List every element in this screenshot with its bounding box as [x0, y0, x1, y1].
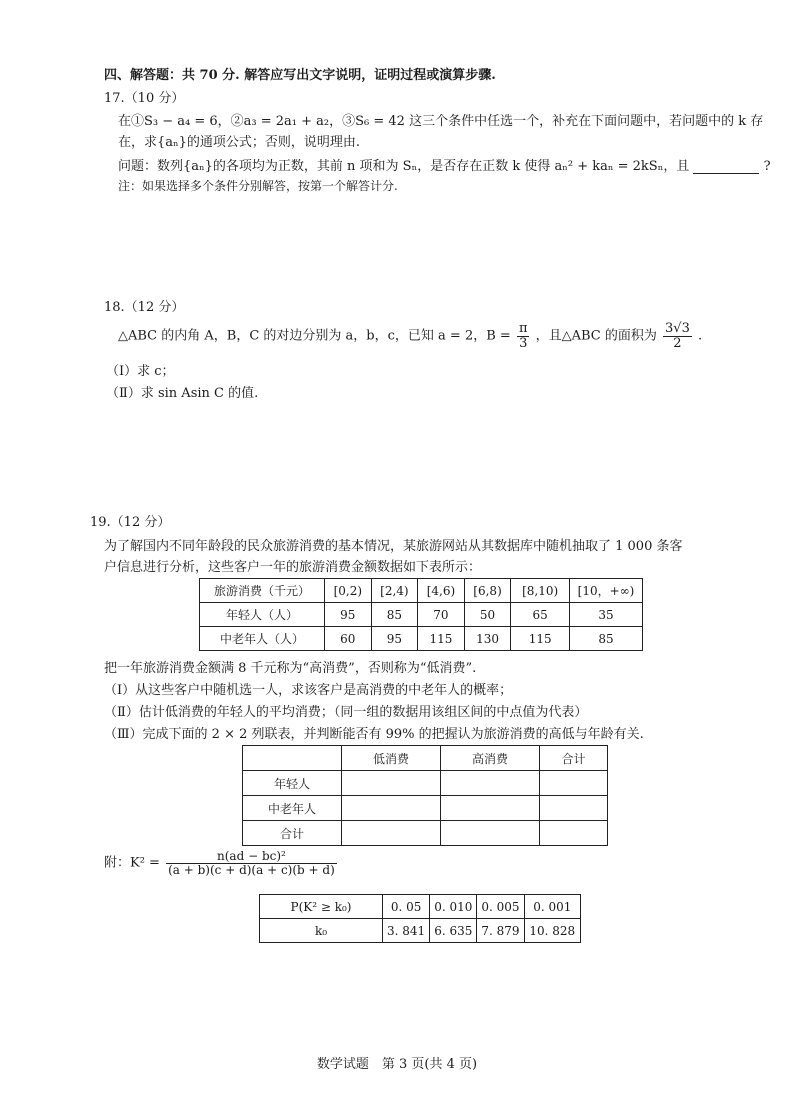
- table-cell: 0. 005: [477, 895, 524, 919]
- table-cell: 95: [371, 627, 418, 651]
- formula-numerator: n(ad − bc)²: [166, 850, 337, 864]
- q18-stem-c: .: [698, 328, 703, 344]
- formula-fraction: [166, 850, 337, 876]
- table-row: [200, 603, 643, 627]
- formula-denominator: (a + b)(c + d)(a + c)(b + d): [168, 862, 335, 877]
- consumption-table-header: [200, 579, 643, 603]
- q19-part1: （Ⅰ）从这些客户中随机选一人，求该客户是高消费的中老年人的概率；: [104, 683, 513, 698]
- q17-question-text: 问题：数列{aₙ}的各项均为正数，其前 n 项和为 Sₙ，是否存在正数 k 使得 aₙ² + kaₙ = 2kSₙ，且: [118, 159, 690, 174]
- q18-stem-a: △ABC 的内角 A，B，C 的对边分别为 a，b，c，已知 a = 2，B =: [118, 328, 511, 344]
- q18-frac2-num: 3√3: [665, 321, 690, 336]
- table-row: [243, 821, 608, 846]
- table-cell: 0. 001: [524, 895, 580, 919]
- q17-number: 17.（10 分）: [104, 91, 185, 106]
- q18-frac1-num: π: [518, 321, 528, 336]
- row-label: 中老年人（人）: [200, 627, 325, 651]
- section-header: 四、解答题：共 70 分. 解答应写出文字说明，证明过程或演算步骤.: [104, 68, 496, 83]
- contingency-table-header: [243, 746, 608, 771]
- q18-number: 18.（12 分）: [104, 300, 185, 315]
- q19-part3: （Ⅲ）完成下面的 2 × 2 列联表，并判断能否有 99% 的把握认为旅游消费的高低与年龄有关.: [104, 727, 644, 742]
- q19-part2: （Ⅱ）估计低消费的年轻人的平均消费；（同一组的数据用该组区间的中点值为代表）: [104, 705, 588, 720]
- q18-part2: （Ⅱ）求 sin Asin C 的值.: [106, 386, 259, 401]
- empty-cell: [342, 821, 441, 846]
- table-cell: 7. 879: [477, 919, 524, 943]
- col-header: [2,4): [371, 579, 418, 603]
- table-cell: 70: [418, 603, 465, 627]
- table-cell: 95: [325, 603, 372, 627]
- table-row: [200, 627, 643, 651]
- table-row: [260, 895, 581, 919]
- q18-fraction-angle: [517, 322, 530, 350]
- col-header: [243, 746, 342, 771]
- table-cell: 85: [570, 627, 643, 651]
- q18-fraction-area: [663, 322, 692, 350]
- table-row: [260, 919, 581, 943]
- row-label: 合计: [243, 821, 342, 846]
- table-cell: 6. 635: [430, 919, 477, 943]
- table-cell: 0. 010: [430, 895, 477, 919]
- col-header: 合计: [540, 746, 608, 771]
- col-header: [6,8): [464, 579, 511, 603]
- formula-label: 附：K² =: [104, 855, 160, 871]
- k-squared-formula: [104, 850, 339, 876]
- col-header: 高消费: [441, 746, 540, 771]
- table-cell: 10. 828: [524, 919, 580, 943]
- empty-cell: [342, 796, 441, 821]
- row-label: P(K² ≥ k₀): [260, 895, 383, 919]
- q17-note: 注：如果选择多个条件分别解答，按第一个解答计分.: [118, 179, 398, 193]
- empty-cell: [441, 796, 540, 821]
- page-footer: 数学试题 第 3 页(共 4 页): [316, 1057, 478, 1072]
- contingency-table: [242, 745, 608, 846]
- q19-definition: 把一年旅游消费金额满 8 千元称为“高消费”，否则称为“低消费”.: [104, 661, 477, 676]
- q17-line3: [118, 155, 771, 174]
- q17-line2: 在，求{aₙ}的通项公式；否则，说明理由.: [118, 135, 361, 150]
- row-label: 年轻人: [243, 771, 342, 796]
- table-row: [243, 796, 608, 821]
- col-header: 低消费: [342, 746, 441, 771]
- table-cell: 60: [325, 627, 372, 651]
- table-row: [243, 771, 608, 796]
- q18-part1: （Ⅰ）求 c；: [106, 364, 175, 379]
- empty-cell: [441, 821, 540, 846]
- table-cell: 115: [418, 627, 465, 651]
- empty-cell: [342, 771, 441, 796]
- table-cell: 115: [511, 627, 570, 651]
- row-label: 年轻人（人）: [200, 603, 325, 627]
- table-cell: 3. 841: [383, 919, 430, 943]
- table-cell: 130: [464, 627, 511, 651]
- consumption-table: [199, 578, 643, 651]
- row-label: 中老年人: [243, 796, 342, 821]
- critical-value-table: [259, 894, 581, 943]
- row-label: k₀: [260, 919, 383, 943]
- q19-intro2: 户信息进行分析，这些客户一年的旅游消费金额数据如下表所示：: [104, 560, 482, 575]
- q17-question-mark: ?: [763, 159, 771, 174]
- table-cell: 85: [371, 603, 418, 627]
- q17-line1: 在①S₃ − a₄ = 6，②a₃ = 2a₁ + a₂，③S₆ = 42 这三个条件中任选一个，补充在下面问题中，若问题中的 k 存: [118, 114, 764, 129]
- q19-number: 19.（12 分）: [90, 515, 171, 530]
- table-cell: 50: [464, 603, 511, 627]
- col-header: [10，+∞): [570, 579, 643, 603]
- table-cell: 65: [511, 603, 570, 627]
- col-header: [8,10): [511, 579, 570, 603]
- empty-cell: [540, 796, 608, 821]
- table-cell: 35: [570, 603, 643, 627]
- col-header: 旅游消费（千元）: [200, 579, 325, 603]
- col-header: [0,2): [325, 579, 372, 603]
- table-cell: 0. 05: [383, 895, 430, 919]
- empty-cell: [540, 821, 608, 846]
- col-header: [4,6): [418, 579, 465, 603]
- q18-stem: [118, 322, 702, 350]
- q18-frac1-den: 3: [519, 335, 528, 351]
- q18-stem-b: ，且△ABC 的面积为: [535, 328, 657, 344]
- q18-frac2-den: 2: [673, 335, 682, 351]
- q19-intro1: 为了解国内不同年龄段的民众旅游消费的基本情况，某旅游网站从其数据库中随机抽取了 1 000 条客: [104, 539, 683, 554]
- q17-answer-blank: [693, 161, 759, 174]
- empty-cell: [441, 771, 540, 796]
- empty-cell: [540, 771, 608, 796]
